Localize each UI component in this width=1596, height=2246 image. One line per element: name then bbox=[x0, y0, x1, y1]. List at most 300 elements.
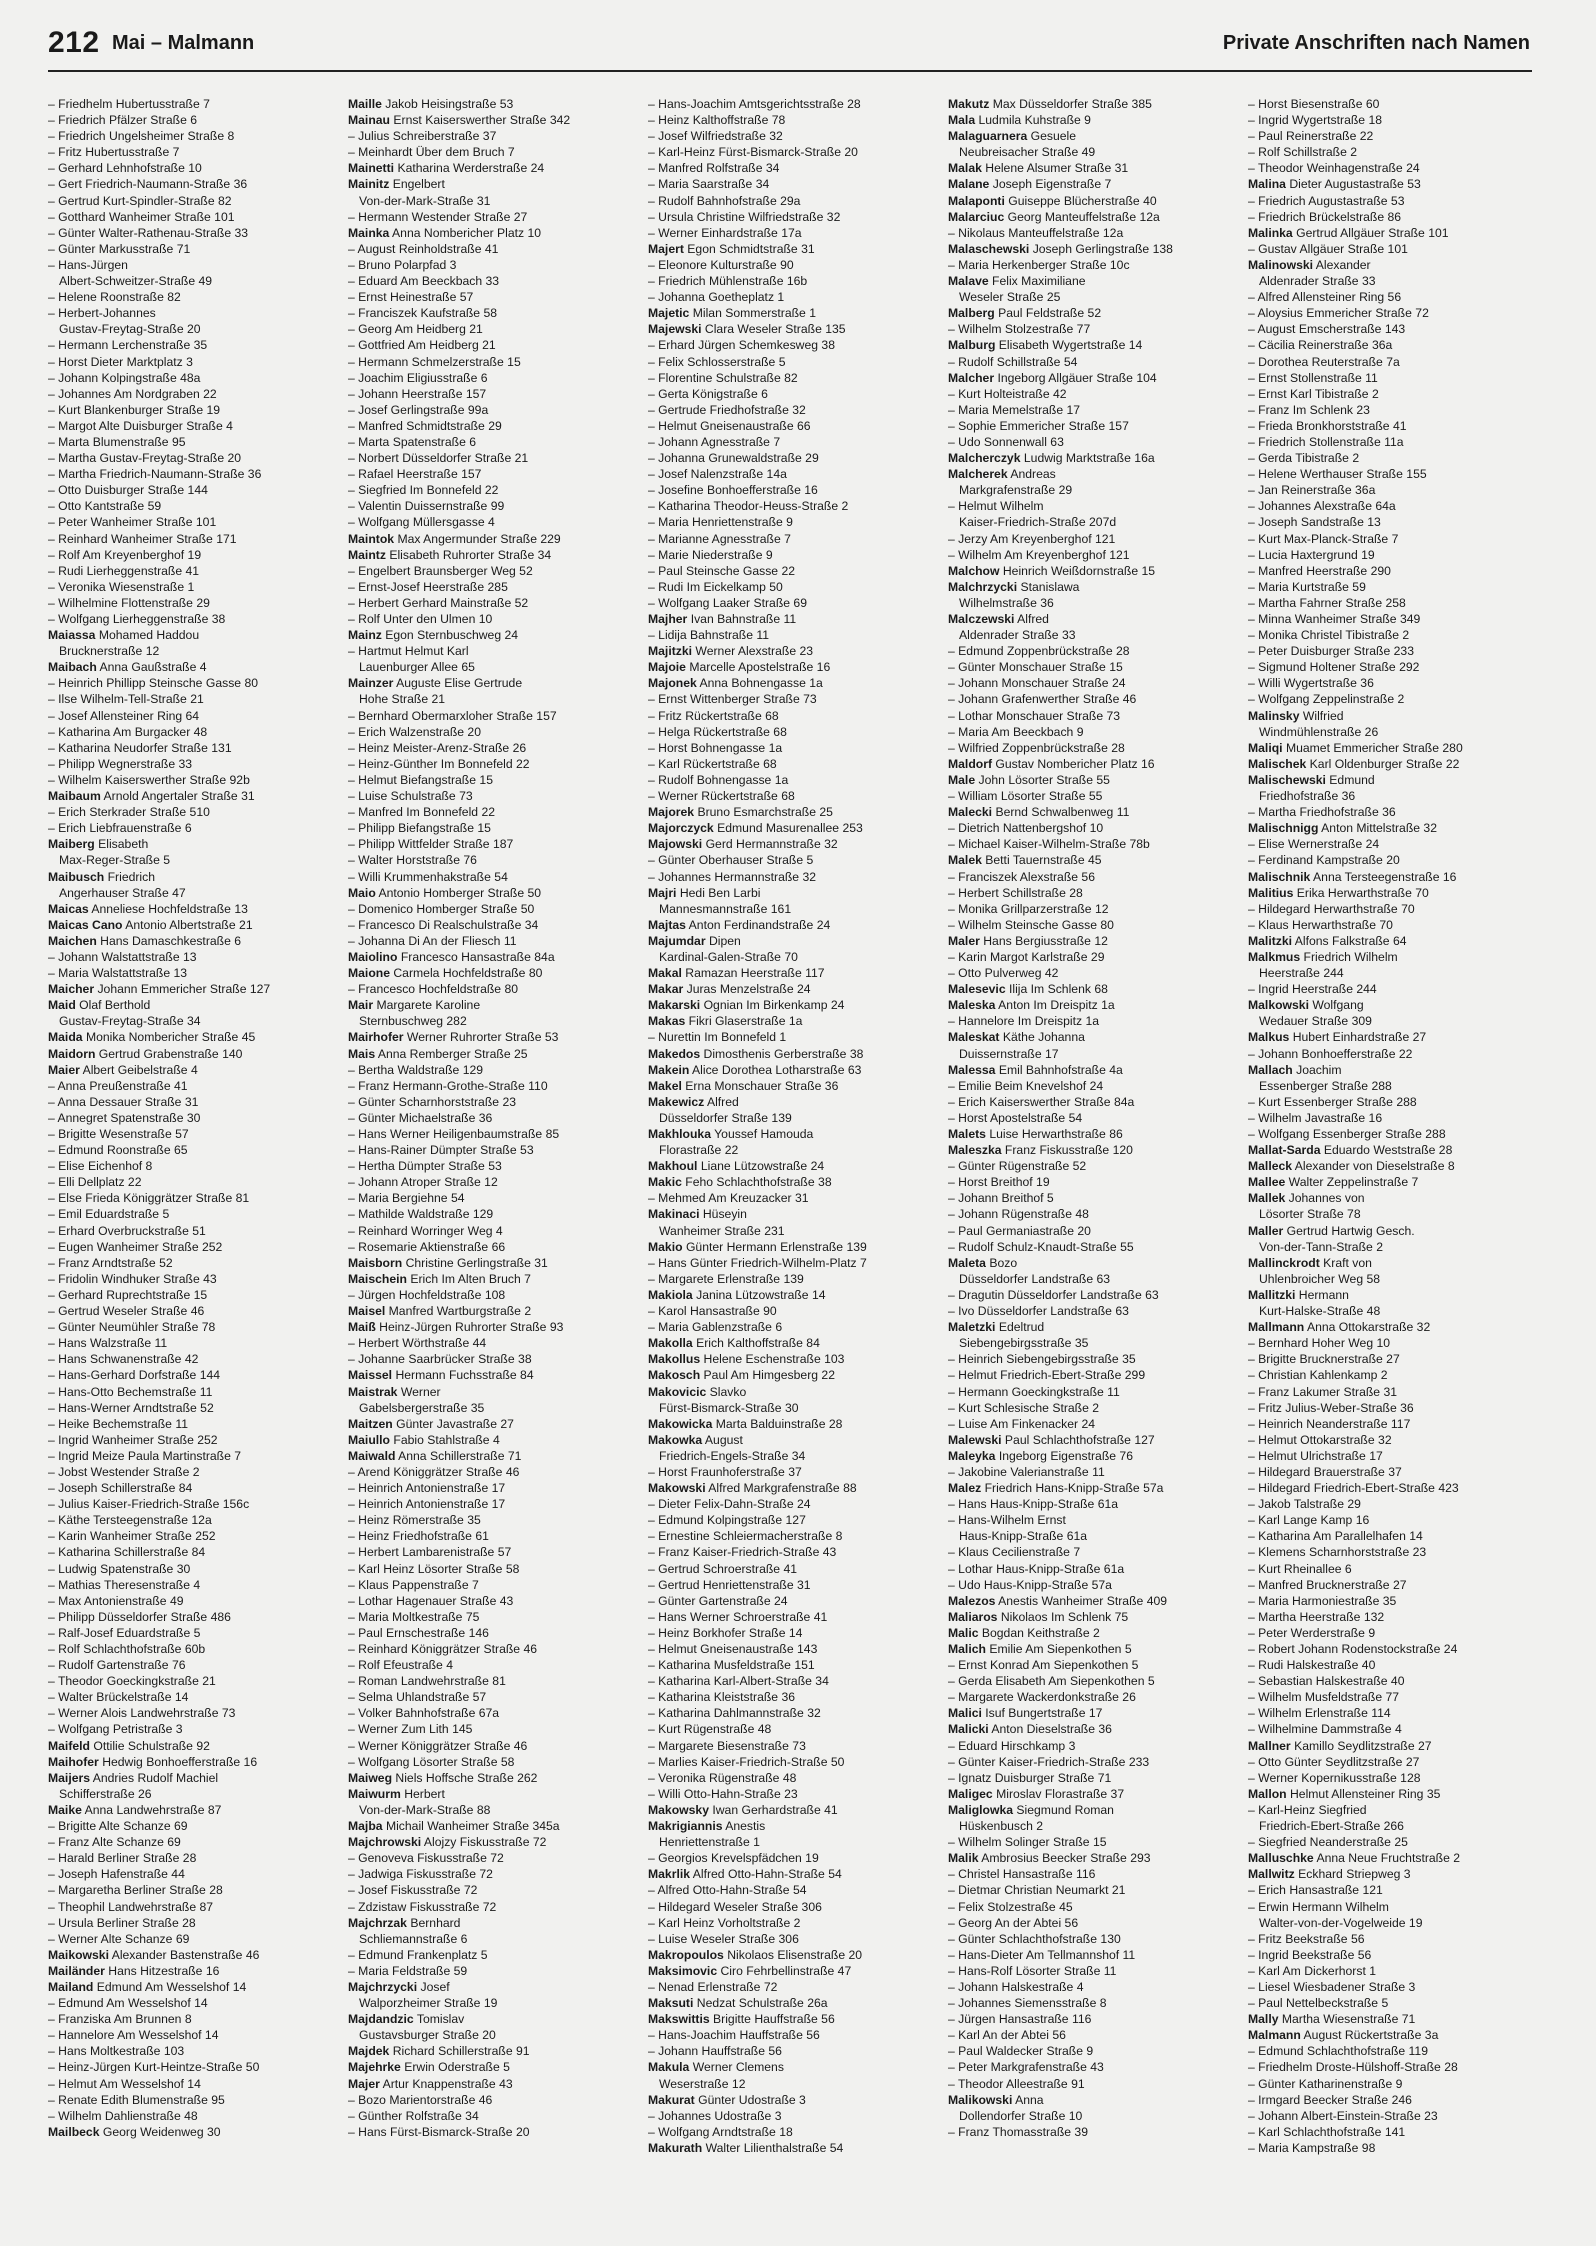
entry-text: Herbert bbox=[404, 1786, 445, 1801]
entry-line bbox=[648, 1528, 938, 1544]
entry-head bbox=[48, 997, 338, 1013]
entry-text: – Hans-Wilhelm Ernst bbox=[948, 1513, 1066, 1528]
entry-head bbox=[1248, 740, 1538, 756]
entry-line bbox=[348, 273, 638, 289]
entry-text: Dieter Augustastraße 53 bbox=[1289, 177, 1421, 192]
entry-line bbox=[1248, 595, 1538, 611]
entry-text: – Elise Wernerstraße 24 bbox=[1248, 837, 1380, 852]
entry-text: – Johanne Saarbrücker Straße 38 bbox=[348, 1352, 532, 1367]
entry-line bbox=[648, 1979, 938, 1995]
entry-line bbox=[48, 241, 338, 257]
surname: Mally bbox=[1248, 2012, 1279, 2027]
entry-text: Dimosthenis Gerberstraße 38 bbox=[703, 1046, 864, 1061]
entry-text: – Willi Otto-Hahn-Straße 23 bbox=[648, 1786, 798, 1801]
entry-head bbox=[1248, 1319, 1538, 1335]
entry-head bbox=[348, 2059, 638, 2075]
surname: Maiwurm bbox=[348, 1786, 401, 1801]
entry-text: – Erhard Jürgen Schemkesweg 38 bbox=[648, 338, 835, 353]
surname: Maleskat bbox=[948, 1030, 1000, 1045]
entry-text: Betti Tauernstraße 45 bbox=[985, 853, 1102, 868]
entry-text: – Mehmed Am Kreuzacker 31 bbox=[648, 1191, 809, 1206]
surname: Mallek bbox=[1248, 1191, 1286, 1206]
surname: Mallat-Sarda bbox=[1248, 1143, 1321, 1158]
entry-line bbox=[1248, 643, 1538, 659]
entry-text: Anna Bohnengasse 1a bbox=[699, 676, 823, 691]
entry-text: – Philipp Düsseldorfer Straße 486 bbox=[48, 1609, 231, 1624]
entry-text: – Herbert-Johannes bbox=[48, 306, 156, 321]
entry-text: – Hans-Werner Arndtstraße 52 bbox=[48, 1400, 214, 1415]
entry-line bbox=[948, 1770, 1238, 1786]
entry-head bbox=[348, 112, 638, 128]
entry-head bbox=[948, 1641, 1238, 1657]
entry-head bbox=[48, 1754, 338, 1770]
entry-line bbox=[48, 2092, 338, 2108]
entry-text: – Rosemarie Aktienstraße 66 bbox=[348, 1239, 506, 1254]
entry-head bbox=[48, 901, 338, 917]
entry-text: – Katharina Dahlmannstraße 32 bbox=[648, 1706, 821, 1721]
entry-text: – Helmut Ulrichstraße 17 bbox=[1248, 1448, 1383, 1463]
entry-line bbox=[1248, 659, 1538, 675]
surname: Malkowski bbox=[1248, 998, 1309, 1013]
entry-line bbox=[48, 772, 338, 788]
entry-text: – Paul Ernschestraße 146 bbox=[348, 1625, 489, 1640]
surname: Majorek bbox=[648, 805, 695, 820]
entry-text: – Jakobine Valerianstraße 11 bbox=[948, 1464, 1105, 1479]
entry-head bbox=[1248, 1866, 1538, 1882]
surname: Malczewski bbox=[948, 612, 1015, 626]
surname: Malezos bbox=[948, 1593, 996, 1608]
entry-text: – Günter Monschauer Straße 15 bbox=[948, 660, 1123, 675]
entry-text: – Cäcilia Reinerstraße 36a bbox=[1248, 338, 1393, 353]
entry-head bbox=[348, 1271, 638, 1287]
entry-line bbox=[948, 321, 1238, 337]
surname: Maller bbox=[1248, 1223, 1284, 1238]
entry-line bbox=[648, 225, 938, 241]
entry-text: Weserstraße 12 bbox=[659, 2076, 746, 2091]
entry-line bbox=[648, 514, 938, 530]
entry-line bbox=[48, 1512, 338, 1528]
entry-continuation bbox=[948, 482, 1238, 498]
entry-continuation bbox=[48, 1786, 338, 1802]
entry-text: – Monika Christel Tibistraße 2 bbox=[1248, 628, 1410, 643]
entry-line bbox=[648, 1689, 938, 1705]
entry-text: Francesco Hansastraße 84a bbox=[400, 949, 555, 964]
entry-text: – Reinhard Worringer Weg 4 bbox=[348, 1223, 503, 1238]
entry-text: – Maria Saarstraße 34 bbox=[648, 177, 770, 192]
entry-text: – Georgios Krevelspfädchen 19 bbox=[648, 1851, 819, 1866]
entry-text: – Heinz-Günther Im Bonnefeld 22 bbox=[348, 756, 530, 771]
entry-line bbox=[348, 1593, 638, 1609]
entry-head bbox=[648, 1062, 938, 1078]
entry-text: Von-der-Mark-Straße 88 bbox=[359, 1802, 491, 1817]
entry-text: – Franciszek Alexstraße 56 bbox=[948, 869, 1095, 884]
entry-text: Ingeborg Eigenstraße 76 bbox=[998, 1448, 1133, 1463]
entry-continuation bbox=[948, 595, 1238, 611]
entry-text: – Eduard Hirschkamp 3 bbox=[948, 1738, 1076, 1753]
entry-line bbox=[1248, 241, 1538, 257]
entry-text: – Elli Dellplatz 22 bbox=[48, 1175, 142, 1190]
entry-continuation bbox=[348, 659, 638, 675]
entry-text: – Wolfgang Petristraße 3 bbox=[48, 1722, 183, 1737]
entry-line bbox=[48, 595, 338, 611]
entry-line bbox=[348, 1464, 638, 1480]
entry-text: Hüskenbusch 2 bbox=[959, 1819, 1044, 1834]
entry-text: – Fritz Julius-Weber-Straße 36 bbox=[1248, 1400, 1414, 1415]
entry-line bbox=[1248, 1351, 1538, 1367]
entry-line bbox=[348, 981, 638, 997]
entry-text: – Edmund Schlachthofstraße 119 bbox=[1248, 2044, 1428, 2059]
surname: Mainitz bbox=[348, 177, 390, 192]
entry-line bbox=[348, 1190, 638, 1206]
entry-line bbox=[948, 949, 1238, 965]
entry-text: Monika Nombericher Straße 45 bbox=[85, 1030, 256, 1045]
surname: Maksimovic bbox=[648, 1963, 718, 1978]
entry-line bbox=[1248, 112, 1538, 128]
entry-text: – Else Frieda Königgrätzer Straße 81 bbox=[48, 1191, 250, 1206]
entry-text: Miroslav Florastraße 37 bbox=[996, 1786, 1125, 1801]
entry-text: – Günther Rolfstraße 34 bbox=[348, 2108, 479, 2123]
entry-line bbox=[48, 1866, 338, 1882]
entry-text: – Hans-Gerhard Dorfstraße 144 bbox=[48, 1368, 221, 1383]
entry-line bbox=[948, 434, 1238, 450]
entry-text: – Rudolf Gartenstraße 76 bbox=[48, 1658, 186, 1673]
entry-text: – Lothar Hagenauer Straße 43 bbox=[348, 1593, 514, 1608]
entry-continuation bbox=[948, 1046, 1238, 1062]
entry-text: Hans Bergiusstraße 12 bbox=[983, 933, 1108, 948]
entry-text: – Otto Pulverweg 42 bbox=[948, 966, 1059, 981]
entry-text: Walporzheimer Straße 19 bbox=[359, 1996, 498, 2011]
entry-text: – Günter Kaiser-Friedrich-Straße 233 bbox=[948, 1754, 1150, 1769]
entry-text: Aldenrader Straße 33 bbox=[959, 628, 1076, 643]
surname: Malikowski bbox=[948, 2092, 1013, 2107]
entry-text: – Franz Arndtstraße 52 bbox=[48, 1255, 173, 1270]
entry-text: – Jürgen Hochfeldstraße 108 bbox=[348, 1287, 506, 1302]
entry-text: – Josef Allensteiner Ring 64 bbox=[48, 708, 200, 723]
surname: Malave bbox=[948, 274, 989, 289]
entry-line bbox=[1248, 1094, 1538, 1110]
entry-line bbox=[948, 2124, 1238, 2140]
entry-text: Isuf Bungertstraße 17 bbox=[985, 1706, 1103, 1721]
entry-text: – Paul Steinsche Gasse 22 bbox=[648, 563, 796, 578]
entry-text: – Friedhelm Hubertusstraße 7 bbox=[48, 97, 210, 111]
entry-text: – Günter Michaelstraße 36 bbox=[348, 1110, 493, 1125]
column-3 bbox=[648, 96, 938, 2226]
entry-text: August bbox=[704, 1432, 743, 1447]
entry-text: – Franz Alte Schanze 69 bbox=[48, 1835, 181, 1850]
entry-line bbox=[48, 531, 338, 547]
entry-line bbox=[948, 1915, 1238, 1931]
entry-head bbox=[648, 885, 938, 901]
surname: Maistrak bbox=[348, 1384, 398, 1399]
entry-line bbox=[948, 354, 1238, 370]
entry-head bbox=[948, 112, 1238, 128]
entry-text: Sternbuschweg 282 bbox=[359, 1014, 467, 1029]
entry-text: Johannes von bbox=[1288, 1191, 1365, 1206]
surname: Majchrzak bbox=[348, 1915, 407, 1930]
entry-line bbox=[948, 257, 1238, 273]
surname: Maier bbox=[48, 1062, 80, 1077]
entry-head bbox=[948, 1786, 1238, 1802]
entry-continuation bbox=[648, 1110, 938, 1126]
entry-line bbox=[348, 1738, 638, 1754]
entry-head bbox=[1248, 756, 1538, 772]
entry-text: Anestis bbox=[725, 1819, 766, 1834]
entry-head bbox=[948, 1721, 1238, 1737]
entry-text: – Gerhard Lehnhofstraße 10 bbox=[48, 161, 202, 176]
entry-text: Hohe Straße 21 bbox=[359, 692, 446, 707]
entry-line bbox=[348, 1544, 638, 1560]
entry-text: – Wilhelm Erlenstraße 114 bbox=[1248, 1706, 1391, 1721]
entry-continuation bbox=[648, 949, 938, 965]
entry-continuation bbox=[348, 691, 638, 707]
entry-text: Franz Fiskusstraße 120 bbox=[1004, 1143, 1133, 1158]
entry-text: Hermann Fuchsstraße 84 bbox=[395, 1368, 534, 1383]
entry-text: – Lothar Monschauer Straße 73 bbox=[948, 708, 1121, 723]
entry-text: – Liesel Wiesbadener Straße 3 bbox=[1248, 1979, 1416, 1994]
entry-line bbox=[348, 482, 638, 498]
entry-text: – Bernhard Obermarxloher Straße 157 bbox=[348, 708, 557, 723]
entry-text: – Hans Werner Heiligenbaumstraße 85 bbox=[348, 1127, 560, 1141]
entry-line bbox=[1248, 1689, 1538, 1705]
entry-line bbox=[1248, 1384, 1538, 1400]
entry-text: – Hans Werner Schroerstraße 41 bbox=[648, 1609, 828, 1624]
entry-text: – Kurt Schlesische Straße 2 bbox=[948, 1400, 1100, 1415]
entry-head bbox=[48, 659, 338, 675]
entry-text: – Margot Alte Duisburger Straße 4 bbox=[48, 418, 233, 433]
entry-line bbox=[1248, 563, 1538, 579]
entry-text: – Günter Scharnhorststraße 23 bbox=[348, 1094, 517, 1109]
entry-line bbox=[348, 1657, 638, 1673]
surname: Majumdar bbox=[648, 933, 706, 948]
entry-text: – Bruno Polarpfad 3 bbox=[348, 257, 457, 272]
entry-text: – Wolfgang Arndtstraße 18 bbox=[648, 2124, 793, 2139]
entry-line bbox=[348, 402, 638, 418]
entry-text: – Ivo Düsseldorfer Landstraße 63 bbox=[948, 1304, 1129, 1319]
entry-line bbox=[48, 1448, 338, 1464]
entry-line bbox=[1248, 901, 1538, 917]
entry-head bbox=[48, 917, 338, 933]
entry-text: – Udo Haus-Knipp-Straße 57a bbox=[948, 1577, 1112, 1592]
entry-head bbox=[1248, 708, 1538, 724]
entry-line bbox=[348, 788, 638, 804]
entry-head bbox=[348, 1770, 638, 1786]
entry-text: – Friedhelm Droste-Hülshoff-Straße 28 bbox=[1248, 2060, 1458, 2075]
entry-text: Friedrich Hans-Knipp-Straße 57a bbox=[984, 1481, 1164, 1496]
entry-line bbox=[948, 885, 1238, 901]
surname: Maijers bbox=[48, 1770, 91, 1785]
entry-text: Gerd Hermannstraße 32 bbox=[705, 837, 838, 852]
entry-text: Günter Udostraße 3 bbox=[698, 2092, 806, 2107]
entry-text: – Horst Breithof 19 bbox=[948, 1175, 1050, 1190]
entry-line bbox=[48, 708, 338, 724]
surname: Majher bbox=[648, 612, 688, 626]
entry-head bbox=[648, 981, 938, 997]
entry-text: Florastraße 22 bbox=[659, 1143, 739, 1158]
column-1 bbox=[48, 96, 338, 2226]
entry-line bbox=[48, 128, 338, 144]
entry-head bbox=[648, 917, 938, 933]
entry-text: – Hans Haus-Knipp-Straße 61a bbox=[948, 1497, 1119, 1512]
entry-text: Gustavsburger Straße 20 bbox=[359, 2028, 496, 2043]
entry-text: – Joseph Hafenstraße 44 bbox=[48, 1867, 185, 1882]
entry-text: Anna Nombericher Platz 10 bbox=[392, 225, 542, 240]
entry-text: – Franziska Am Brunnen 8 bbox=[48, 2012, 192, 2027]
surname: Maligec bbox=[948, 1786, 993, 1801]
entry-text: – Otto Kantstraße 59 bbox=[48, 499, 162, 514]
entry-head bbox=[948, 1142, 1238, 1158]
entry-text: Düsseldorfer Straße 139 bbox=[659, 1110, 792, 1125]
entry-text: Georg Manteuffelstraße 12a bbox=[1007, 209, 1160, 224]
entry-continuation bbox=[1248, 273, 1538, 289]
surname: Majer bbox=[348, 2076, 380, 2091]
entry-text: – Kurt Blankenburger Straße 19 bbox=[48, 402, 221, 417]
entry-line bbox=[648, 708, 938, 724]
entry-text: – Brigitte Wesenstraße 57 bbox=[48, 1127, 189, 1141]
entry-line bbox=[48, 466, 338, 482]
entry-text: – Eleonore Kulturstraße 90 bbox=[648, 257, 794, 272]
entry-text: – Heinz-Jürgen Kurt-Heintze-Straße 50 bbox=[48, 2060, 260, 2075]
entry-text: – Wolfgang Essenberger Straße 288 bbox=[1248, 1127, 1446, 1141]
entry-line bbox=[648, 96, 938, 112]
entry-line bbox=[948, 1866, 1238, 1882]
entry-head bbox=[948, 273, 1238, 289]
section-title: Private Anschriften nach Namen bbox=[1222, 32, 1530, 54]
entry-text: – Rafael Heerstraße 157 bbox=[348, 467, 482, 482]
entry-text: – Meinhardt Über dem Bruch 7 bbox=[348, 145, 515, 160]
entry-text: Brucknerstraße 12 bbox=[59, 644, 160, 659]
entry-continuation bbox=[348, 1802, 638, 1818]
surname: Mallon bbox=[1248, 1786, 1287, 1801]
entry-text: – Marie Niederstraße 9 bbox=[648, 547, 773, 562]
entry-text: Kardinal-Galen-Straße 70 bbox=[659, 949, 798, 964]
entry-text: – Jerzy Am Kreyenberghof 121 bbox=[948, 531, 1116, 546]
entry-line bbox=[1248, 1947, 1538, 1963]
entry-line bbox=[1248, 321, 1538, 337]
page-header bbox=[48, 26, 1532, 72]
entry-line bbox=[348, 804, 638, 820]
entry-continuation bbox=[648, 1400, 938, 1416]
entry-text: – Johann Walstattstraße 13 bbox=[48, 949, 197, 964]
entry-line bbox=[648, 869, 938, 885]
entry-text: – Helmut Wilhelm bbox=[948, 499, 1044, 514]
entry-line bbox=[348, 241, 638, 257]
entry-head bbox=[948, 176, 1238, 192]
entry-line bbox=[48, 1464, 338, 1480]
entry-text: – Josef Nalenzstraße 14a bbox=[648, 467, 787, 482]
entry-line bbox=[948, 2076, 1238, 2092]
entry-line bbox=[948, 386, 1238, 402]
entry-line bbox=[648, 1915, 938, 1931]
entry-line bbox=[1248, 547, 1538, 563]
entry-text: Georg Weidenweg 30 bbox=[102, 2124, 221, 2139]
entry-text: Paul Feldstraße 52 bbox=[998, 306, 1102, 321]
entry-text: – Christian Kahlenkamp 2 bbox=[1248, 1368, 1388, 1383]
entry-line bbox=[48, 289, 338, 305]
entry-line bbox=[48, 1689, 338, 1705]
entry-text: Edmund bbox=[1329, 772, 1375, 787]
entry-text: – Hildegard Herwarthstraße 70 bbox=[1248, 901, 1415, 916]
entry-text: Christine Gerlingstraße 31 bbox=[405, 1255, 548, 1270]
entry-line bbox=[1248, 852, 1538, 868]
column-2 bbox=[348, 96, 638, 2226]
entry-line bbox=[348, 321, 638, 337]
entry-line bbox=[948, 1464, 1238, 1480]
surname: Mailbeck bbox=[48, 2124, 100, 2139]
surname: Maida bbox=[48, 1030, 83, 1045]
surname: Maintok bbox=[348, 531, 395, 546]
entry-line bbox=[1248, 305, 1538, 321]
entry-line bbox=[648, 1464, 938, 1480]
entry-text: – Margarete Erlenstraße 139 bbox=[648, 1271, 804, 1286]
entry-head bbox=[648, 965, 938, 981]
entry-text: Hans Damaschkestraße 6 bbox=[100, 933, 242, 948]
entry-line bbox=[348, 1287, 638, 1303]
entry-text: – Wilhelm Kaiserswerther Straße 92b bbox=[48, 772, 250, 787]
entry-text: Friedrich bbox=[107, 869, 156, 884]
entry-text: Von-der-Tann-Straße 2 bbox=[1259, 1239, 1383, 1254]
surname: Maike bbox=[48, 1802, 82, 1817]
surname: Malici bbox=[948, 1706, 982, 1721]
entry-text: Elisabeth bbox=[98, 837, 149, 852]
entry-text: – Anna Preußenstraße 41 bbox=[48, 1078, 188, 1093]
surname: Makosch bbox=[648, 1368, 701, 1383]
entry-text: – Hermann Schmelzerstraße 15 bbox=[348, 354, 521, 369]
entry-line bbox=[948, 1174, 1238, 1190]
entry-text: Wanheimer Straße 231 bbox=[659, 1223, 785, 1238]
entry-line bbox=[1248, 2108, 1538, 2124]
entry-line bbox=[1248, 1625, 1538, 1641]
entry-head bbox=[348, 1367, 638, 1383]
entry-text: – Peter Markgrafenstraße 43 bbox=[948, 2060, 1104, 2075]
entry-text: Feho Schlachthofstraße 38 bbox=[685, 1175, 832, 1190]
surname: Malluschke bbox=[1248, 1851, 1314, 1866]
entry-text: – Karl Heinz Vorholtstraße 2 bbox=[648, 1915, 801, 1930]
entry-text: Heinrich Weißdornstraße 15 bbox=[1002, 563, 1156, 578]
entry-text: Werner Alexstraße 23 bbox=[695, 644, 814, 659]
entry-text: – Franz Thomasstraße 39 bbox=[948, 2124, 1088, 2139]
entry-text: – Josef Gerlingstraße 99a bbox=[348, 402, 489, 417]
entry-text: – Alfred Allensteiner Ring 56 bbox=[1248, 290, 1402, 305]
entry-text: – Margaretha Berliner Straße 28 bbox=[48, 1883, 223, 1898]
surname: Makovicic bbox=[648, 1384, 707, 1399]
surname: Mallner bbox=[1248, 1738, 1291, 1753]
surname: Maldorf bbox=[948, 756, 993, 771]
surname: Malcherek bbox=[948, 467, 1008, 482]
entry-line bbox=[48, 2059, 338, 2075]
entry-text: – Herbert Wörthstraße 44 bbox=[348, 1336, 487, 1351]
entry-text: – Hermann Lerchenstraße 35 bbox=[48, 338, 208, 353]
entry-line bbox=[348, 418, 638, 434]
entry-head bbox=[948, 1255, 1238, 1271]
entry-text: – Annegret Spatenstraße 30 bbox=[48, 1110, 201, 1125]
entry-text: Paul Schlachthofstraße 127 bbox=[1004, 1432, 1155, 1447]
entry-head bbox=[948, 193, 1238, 209]
surname: Makein bbox=[648, 1062, 690, 1077]
entry-line bbox=[948, 917, 1238, 933]
entry-line bbox=[948, 1947, 1238, 1963]
entry-head bbox=[1248, 1223, 1538, 1239]
entry-head bbox=[348, 1786, 638, 1802]
entry-line bbox=[48, 1239, 338, 1255]
entry-head bbox=[348, 2011, 638, 2027]
entry-line bbox=[948, 1190, 1238, 1206]
entry-line bbox=[948, 1577, 1238, 1593]
entry-text: – Johann Atroper Straße 12 bbox=[348, 1175, 498, 1190]
entry-line bbox=[948, 498, 1238, 514]
entry-line bbox=[648, 1641, 938, 1657]
entry-text: – Max Antonienstraße 49 bbox=[48, 1593, 184, 1608]
surname: Mailand bbox=[48, 1979, 94, 1994]
